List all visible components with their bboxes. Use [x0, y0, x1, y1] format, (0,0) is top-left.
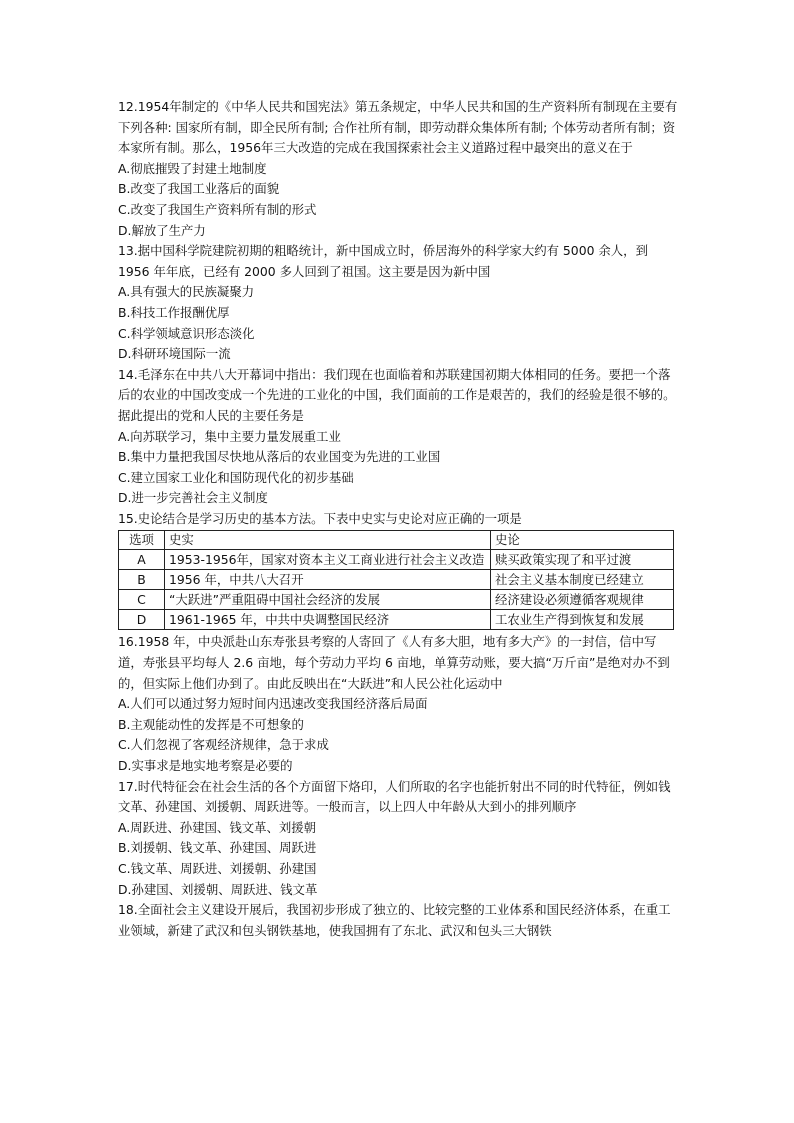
table-cell: A	[119, 550, 165, 570]
exam-page	[118, 97, 678, 941]
question-stem: 14.毛泽东在中共八大开幕词中指出：我们现在也面临着和苏联建国初期大体相同的任务。要把一个落后的农业的中国改变成一个先进的工业化的中国，我们面前的工作是艰苦的，我们的经验是很不够的。据此提出的党和人民的主要任务是	[118, 366, 676, 423]
option-a: A.周跃进、孙建国、钱文革、刘援朝	[118, 819, 317, 835]
option-b: B.刘援朝、钱文革、孙建国、周跃进	[118, 840, 317, 856]
table-cell: 经济建设必须遵循客观规律	[491, 590, 674, 610]
table-cell: C	[119, 590, 165, 610]
question-15	[118, 509, 678, 631]
table-header-cell: 选项	[119, 531, 165, 550]
question-stem: 17.时代特征会在社会生活的各个方面留下烙印，人们所取的名字也能折射出不同的时代特征，例如钱文革、孙建国、刘援朝、周跃进等。一般而言，以上四人中年龄从大到小的排列顺序	[118, 778, 671, 815]
question-16	[118, 632, 678, 776]
table-cell: 赎买政策实现了和平过渡	[491, 550, 674, 570]
question-12	[118, 97, 678, 241]
option-b: B.改变了我国工业落后的面貌	[118, 181, 280, 197]
table-cell: D	[119, 610, 165, 630]
question-17	[118, 777, 678, 901]
option-c: C.改变了我国生产资料所有制的形式	[118, 201, 317, 217]
option-b: B.科技工作报酬优厚	[118, 304, 230, 320]
table-row	[119, 570, 674, 590]
option-c: C.人们忽视了客观经济规律，急于求成	[118, 737, 329, 753]
table-cell: 工农业生产得到恢复和发展	[491, 610, 674, 630]
option-b: B.主观能动性的发挥是不可想象的	[118, 716, 304, 732]
option-a: A.人们可以通过努力短时间内迅速改变我国经济落后局面	[118, 696, 428, 712]
table-row	[119, 590, 674, 610]
option-d: D.进一步完善社会主义制度	[118, 490, 268, 506]
option-d: D.孙建国、刘援朝、周跃进、钱文革	[118, 881, 318, 897]
question-stem: 18.全面社会主义建设开展后，我国初步形成了独立的、比较完整的工业体系和国民经济体系，在重工业领域，新建了武汉和包头钢铁基地，使我国拥有了东北、武汉和包头三大钢铁	[118, 902, 671, 938]
question-stem: 13.据中国科学院建院初期的粗略统计，新中国成立时，侨居海外的科学家大约有 5000 余人，到 1956 年年底，已经有 2000 多人回到了祖国。这主要是因为新中国	[118, 243, 648, 279]
table-cell: 1961-1965 年，中共中央调整国民经济	[164, 610, 490, 630]
table-cell: “大跃进”严重阻碍中国社会经济的发展	[164, 590, 490, 610]
table-row	[119, 610, 674, 630]
question-stem: 12.1954年制定的《中华人民共和国宪法》第五条规定，中华人民共和国的生产资料所有制现在主要有下列各种: 国家所有制，即全民所有制; 合作社所有制，即劳动群众集体所有制; 个体劳动者所有制；资本家所有制。那么，1956年三大改造的完成在我国探索社会主义道路过程中最突出的意义在于	[118, 99, 678, 156]
option-d: D.解放了生产力	[118, 222, 206, 238]
table-header-cell: 史论	[491, 531, 674, 550]
question-stem: 15.史论结合是学习历史的基本方法。下表中史实与史论对应正确的一项是	[118, 510, 522, 526]
table-cell: 社会主义基本制度已经建立	[491, 570, 674, 590]
history-table	[118, 530, 674, 630]
table-header-cell: 史实	[164, 531, 490, 550]
question-14	[118, 365, 678, 509]
option-d: D.科研环境国际一流	[118, 346, 231, 362]
option-c: C.建立国家工业化和国防现代化的初步基础	[118, 469, 354, 485]
option-a: A.具有强大的民族凝聚力	[118, 284, 255, 300]
table-cell: 1956 年，中共八大召开	[164, 570, 490, 590]
option-a: A.彻底摧毁了封建土地制度	[118, 160, 267, 176]
table-row	[119, 550, 674, 570]
option-d: D.实事求是地实地考察是必要的	[118, 758, 293, 774]
option-c: C.钱文革、周跃进、刘援朝、孙建国	[118, 861, 317, 876]
table-cell: 1953-1956年，国家对资本主义工商业进行社会主义改造	[164, 550, 490, 570]
question-stem: 16.1958 年，中央派赴山东寿张县考察的人寄回了《人有多大胆，地有多大产》的一封信，信中写道，寿张县平均每人 2.6 亩地，每个劳动力平均 6 亩地，单算劳动账，要大搞“万斤亩”是绝对办不到的，但实际上他们办到了。由此反映出在“大跃进”和人民公社化运动中	[118, 634, 670, 691]
table-header-row	[119, 531, 674, 550]
option-c: C.科学领域意识形态淡化	[118, 325, 255, 341]
question-18	[118, 900, 678, 941]
option-b: B.集中力量把我国尽快地从落后的农业国变为先进的工业国	[118, 449, 441, 465]
question-13	[118, 241, 678, 365]
option-a: A.向苏联学习，集中主要力量发展重工业	[118, 428, 341, 444]
table-cell: B	[119, 570, 165, 590]
